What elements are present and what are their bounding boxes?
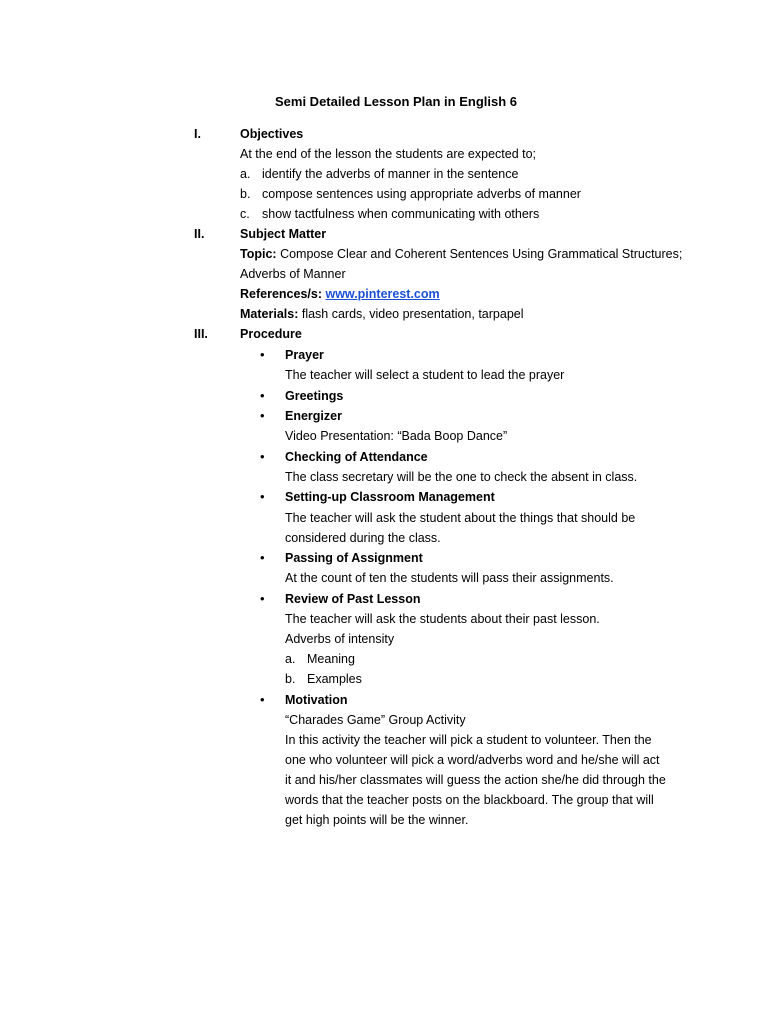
bullet-icon: • (260, 550, 265, 565)
objective-text: show tactfulness when communicating with others (262, 207, 540, 221)
section-numeral-i: I. (194, 127, 201, 141)
materials-text: flash cards, video presentation, tarpapel (301, 307, 524, 321)
step-title-energizer: Energizer (285, 409, 342, 423)
bullet-icon: • (260, 591, 265, 606)
topic-text: Compose Clear and Coherent Sentences Using Grammatical Structures; (280, 247, 683, 261)
objectives-intro: At the end of the lesson the students are expected to; (240, 147, 537, 161)
review-sub-text: Examples (307, 672, 362, 686)
step-text: Video Presentation: “Bada Boop Dance” (285, 429, 508, 443)
objective-text: identify the adverbs of manner in the sentence (262, 167, 519, 181)
step-text: The class secretary will be the one to check the absent in class. (285, 470, 638, 484)
step-text: it and his/her classmates will guess the action she/he did through the (285, 773, 666, 787)
objective-letter: b. (240, 187, 251, 201)
step-text: In this activity the teacher will pick a student to volunteer. Then the (285, 733, 652, 747)
topic-text-continued: Adverbs of Manner (240, 267, 346, 281)
references-line (240, 286, 440, 302)
review-sub-letter: b. (285, 672, 296, 686)
references-label: References/s: (240, 287, 322, 301)
step-text: At the count of ten the students will pass their assignments. (285, 571, 614, 585)
step-title-classroom-management: Setting-up Classroom Management (285, 490, 495, 504)
step-text: Adverbs of intensity (285, 632, 395, 646)
step-text: get high points will be the winner. (285, 813, 469, 827)
bullet-icon: • (260, 692, 265, 707)
bullet-icon: • (260, 449, 265, 464)
step-text: words that the teacher posts on the blackboard. The group that will (285, 793, 654, 807)
step-title-attendance: Checking of Attendance (285, 450, 428, 464)
section-numeral-iii: III. (194, 327, 208, 341)
step-text: The teacher will ask the students about their past lesson. (285, 612, 600, 626)
step-text: one who volunteer will pick a word/adverbs word and he/she will act (285, 753, 660, 767)
step-text: “Charades Game” Group Activity (285, 713, 466, 727)
objective-letter: c. (240, 207, 250, 221)
section-heading-procedure: Procedure (240, 327, 302, 341)
references-link[interactable]: www.pinterest.com (325, 287, 440, 301)
bullet-icon: • (260, 489, 265, 504)
materials-line (240, 306, 524, 322)
step-text: considered during the class. (285, 531, 441, 545)
bullet-icon: • (260, 388, 265, 403)
step-title-assignment: Passing of Assignment (285, 551, 423, 565)
topic-label: Topic: (240, 247, 277, 261)
materials-label: Materials: (240, 307, 299, 321)
bullet-icon: • (260, 347, 265, 362)
step-text: The teacher will ask the student about the things that should be (285, 511, 636, 525)
step-title-review: Review of Past Lesson (285, 592, 421, 606)
objective-letter: a. (240, 167, 251, 181)
step-title-motivation: Motivation (285, 693, 348, 707)
section-numeral-ii: II. (194, 227, 205, 241)
topic-line (240, 246, 682, 262)
review-sub-text: Meaning (307, 652, 355, 666)
step-title-prayer: Prayer (285, 348, 324, 362)
objective-text: compose sentences using appropriate adverbs of manner (262, 187, 581, 201)
step-text: The teacher will select a student to lead the prayer (285, 368, 565, 382)
page-title: Semi Detailed Lesson Plan in English 6 (275, 94, 518, 109)
bullet-icon: • (260, 408, 265, 423)
review-sub-letter: a. (285, 652, 296, 666)
step-title-greetings: Greetings (285, 389, 344, 403)
section-heading-objectives: Objectives (240, 127, 304, 141)
section-heading-subject-matter: Subject Matter (240, 227, 327, 241)
